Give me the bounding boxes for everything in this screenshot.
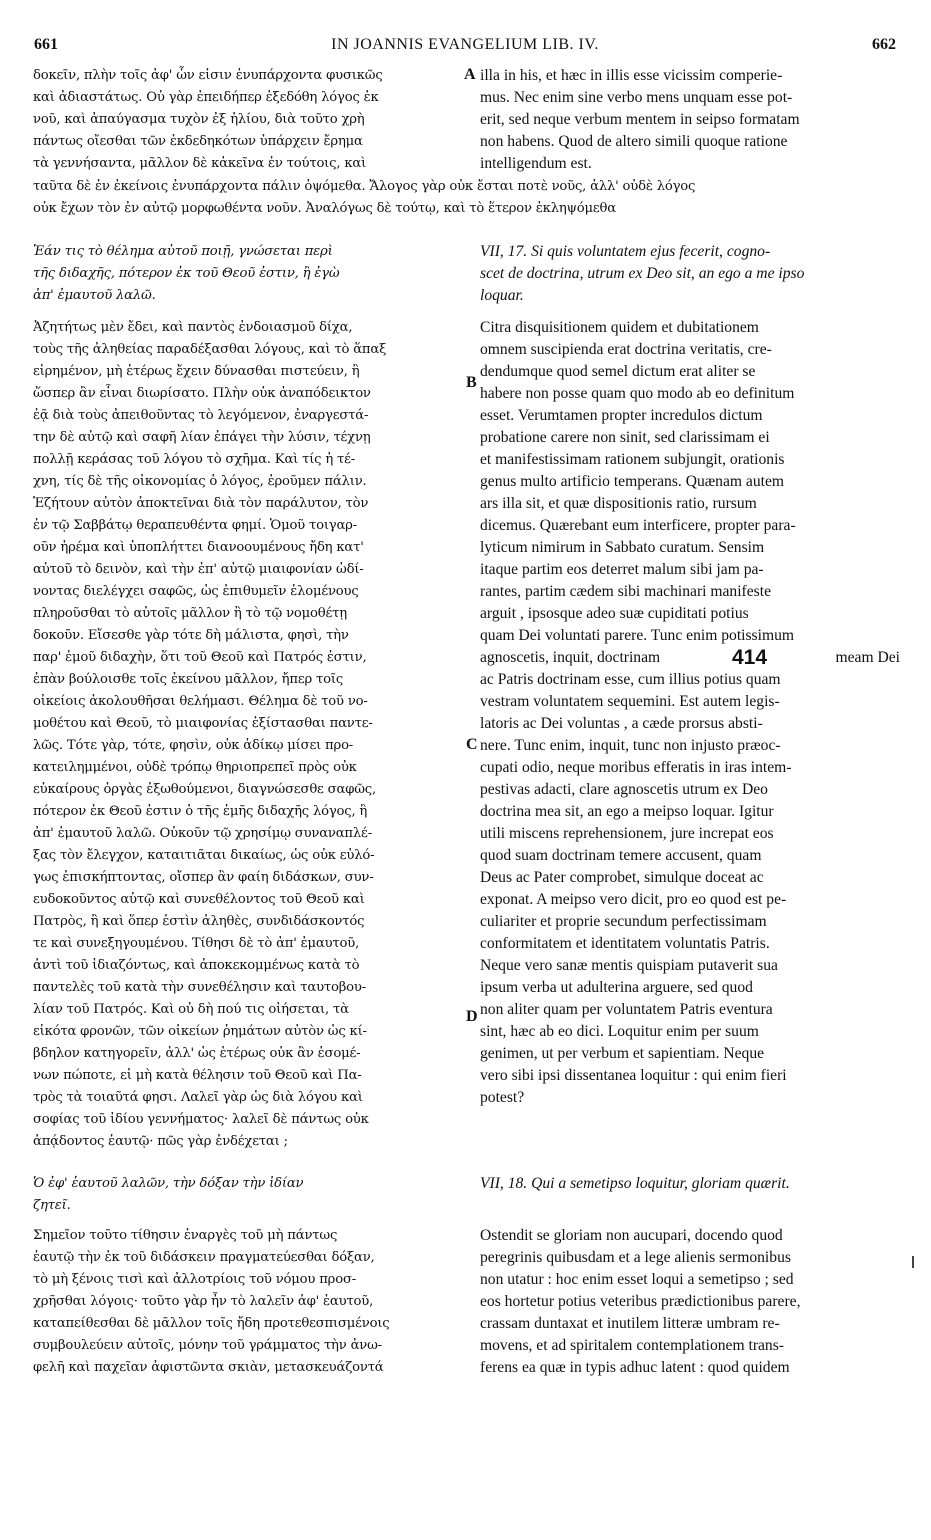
greek-line: καὶ ἀδιαστάτως. Οὐ γὰρ ἐπειδήπερ ἐξεδόθη λόγος ἐκ (33, 90, 379, 105)
latin-line: esset. Verumtamen propter incredulos dictum (480, 407, 763, 424)
greek-lemma-line: ἀπ' ἐμαυτοῦ λαλῶ. (33, 288, 156, 303)
latin-line: Deus ac Pater comprobet, simulque doceat ac (480, 869, 764, 886)
margin-marker-b: B (466, 374, 477, 391)
latin-line: Citra disquisitionem quidem et dubitationem (480, 319, 759, 336)
greek-line: χρῆσθαι λόγοις· τοῦτο γὰρ ἦν τὸ λαλεῖν ἀφ' ἑαυτοῦ, (33, 1294, 374, 1309)
greek-line: δοκοῦν. Εἴσεσθε γὰρ τότε δὴ μάλιστα, φησὶ, τὴν (33, 628, 349, 643)
latin-line: omnem suscipienda erat doctrina veritatis, cre- (480, 341, 772, 358)
latin-line: peregrinis quibusdam et a lege alienis sermonibus (480, 1249, 791, 1266)
greek-line: μοθέτου καὶ Θεοῦ, τὸ μιαιφονίας ἐξίστασθαι παντε- (33, 716, 373, 731)
greek-line: ὥσπερ ἂν εἶναι διωρίσατο. Πλὴν οὐκ ἀναπόδεικτον (33, 386, 371, 401)
greek-line: κατειλημμένοι, οὐδὲ τρόπῳ θηριοπρεπεῖ πρὸς οὐκ (33, 760, 357, 775)
margin-tick (912, 1256, 914, 1268)
latin-line: crassam duntaxat et inutilem litteræ umbram re- (480, 1315, 780, 1332)
page-number-left: 661 (34, 36, 58, 53)
margin-marker-d: D (466, 1008, 478, 1025)
greek-lemma-line: ζητεῖ. (33, 1198, 71, 1213)
latin-line: rantes, partim cædem sibi machinari manifeste (480, 583, 771, 600)
page-number-right: 662 (872, 36, 896, 53)
latin-line: Ostendit se gloriam non aucupari, docendo quod (480, 1227, 783, 1244)
latin-line: culiariter et proprie secundum perfectissimam (480, 913, 767, 930)
greek-line: γως ἐπισκήπτοντας, οἴσπερ ἂν φαίη διδάσκων, συν- (33, 870, 374, 885)
greek-line: εἰρημένον, μὴ ἑτέρως ἔχειν δύνασθαι πιστεύειν, ἢ (33, 364, 360, 379)
greek-line: ἑαυτῷ τὴν ἐκ τοῦ διδάσκειν πραγματεύεσθαι δόξαν, (33, 1250, 375, 1265)
greek-full-line: οὐκ ἔχων τὸν ἐν αὐτῷ μορφωθέντα νοῦν. Ἀναλόγως δὲ τούτῳ, καὶ τὸ ἕτερον ἐκληψόμεθα (33, 201, 616, 216)
greek-line: νοντας διελέγχει σαφῶς, ὡς ἐπιθυμεῖν ἑλομένους (33, 584, 359, 599)
greek-line: τρὸς τὰ τοιαῦτά φησι. Λαλεῖ γὰρ ὡς διὰ λόγου καὶ (33, 1090, 363, 1105)
greek-line: συμβουλεύειν αὐτοῖς, μόνην τοῦ γράμματος τὴν ἀνω- (33, 1338, 382, 1353)
latin-line: exponat. A meipso vero dicit, pro eo quod est pe- (480, 891, 787, 908)
greek-line: χνη, τίς δὲ τῆς οἰκονομίας ὁ λόγος, ἐροῦμεν πάλιν. (33, 474, 367, 489)
latin-line: quod suam doctrinam temere accusent, quam (480, 847, 762, 864)
latin-line: quam Dei voluntati parere. Tunc enim potissimum (480, 627, 795, 644)
greek-line: αὐτοῦ τὸ δεινὸν, καὶ τὴν ἐπ' αὐτῷ μιαιφονίαν ὠδί- (33, 562, 364, 577)
greek-line: πότερον ἐκ Θεοῦ ἐστιν ὁ τῆς ἐμῆς διδαχῆς λόγος, ἢ (33, 804, 368, 819)
latin-line: illa in his, et hæc in illis esse vicissim comperie- (480, 67, 783, 84)
greek-line: νοῦ, καὶ ἀπαύγασμα τυχὸν ἐξ ἡλίου, διὰ τοῦτο χρὴ (33, 112, 365, 127)
latin-line: ac Patris doctrinam esse, cum illius potius quam (480, 671, 781, 688)
latin-lemma-line: VII, 17. Si quis voluntatem ejus fecerit, cogno- (480, 243, 771, 260)
greek-line: οἰκείοις ἀκολουθῆσαι θελήμασι. Θέλημα δὲ τοῦ νο- (33, 694, 368, 709)
greek-line: βδηλον κατηγορεῖν, ἀλλ' ὡς ἑτέρως οὐκ ἂν ἐσομέ- (33, 1046, 361, 1061)
latin-line: vestram voluntatem sequemini. Est autem legis- (480, 693, 780, 710)
column-number: 414 (732, 646, 768, 669)
latin-line: et manifestissimam rationem subjungit, orationis (480, 451, 785, 468)
latin-line: ars illa sit, et quæ dispositionis ratio, rursum (480, 495, 757, 512)
greek-line: νων πώποτε, εἰ μὴ κατὰ θέλησιν τοῦ Θεοῦ καὶ Πα- (33, 1068, 362, 1083)
latin-line: intelligendum est. (480, 155, 592, 172)
latin-line: conformitatem et identitatem voluntatis Patris. (480, 935, 770, 952)
greek-line: σοφίας τοῦ ἰδίου γεννήματος· λαλεῖ δὲ πάντως οὐκ (33, 1112, 369, 1127)
greek-line: ἀπ' ἐμαυτοῦ λαλῶ. Οὐκοῦν τῷ χρησίμῳ συναναπλέ- (33, 826, 372, 841)
margin-marker-a: A (464, 66, 476, 83)
latin-line: vero sibi ipsi dissentanea loquitur : qui enim fieri (480, 1067, 787, 1084)
greek-line: ξας τὸν ἔλεγχον, καταιτιᾶται δικαίως, ὡς οὐκ εὐλό- (33, 848, 375, 863)
latin-line: itaque partim eos deterret malum sibi jam pa- (480, 561, 764, 578)
greek-line: Πατρὸς, ἢ καὶ ὅπερ ἐστὶν ἀληθὲς, συνδιδάσκοντός (33, 914, 365, 929)
latin-line: movens, et ad spiritalem contemplationem trans- (480, 1337, 784, 1354)
latin-line: habere non posse quam quo modo ab eo definitum (480, 385, 795, 402)
latin-lemma-line: VII, 18. Qui a semetipso loquitur, gloriam quærit. (480, 1175, 790, 1192)
latin-line: doctrina mea sit, an ego a meipso loquar. Igitur (480, 803, 774, 820)
greek-line: πάντως οἴεσθαι τῶν ἐκδεδηκότων ὑπάρχειν ἔρημα (33, 134, 363, 149)
greek-line: ἐν τῷ Σαββάτῳ θεραπευθέντα φημί. Ὁμοῦ τοιγαρ- (33, 518, 357, 533)
latin-lemma-line: loquar. (480, 287, 524, 304)
running-title: IN JOANNIS EVANGELIUM LIB. IV. (331, 36, 599, 53)
margin-marker-c: C (466, 736, 478, 753)
latin-line: genus multo artificio temperans. Quænam autem (480, 473, 785, 490)
latin-line: cupati odio, neque moribus efferatis in iras intem- (480, 759, 792, 776)
greek-line: τὸ μὴ ξένοις τισὶ καὶ ἀλλοτρίοις τοῦ νόμου προσ- (33, 1272, 357, 1287)
greek-line: ἐπὰν βούλοισθε τοῖς ἐκείνου μᾶλλον, ἤπερ τοῖς (33, 672, 344, 687)
greek-line: ευδοκοῦντος αὐτῷ καὶ συνεθέλοντος τοῦ Θεοῦ καὶ (33, 892, 365, 907)
greek-line: φελῆ καὶ παχεῖαν ἀφιστῶντα σκιὰν, μετασκευάζοντά (33, 1360, 384, 1375)
latin-line: Neque vero sanæ mentis quispiam putaverit sua (480, 957, 778, 974)
latin-line: arguit , ipsosque adeo suæ cupiditati potius (480, 605, 749, 622)
greek-line: Ἐζήτουν αὐτὸν ἀποκτεῖναι διὰ τὸν παράλυτον, τὸν (33, 496, 369, 511)
greek-lemma-line: Ἐάν τις τὸ θέλημα αὐτοῦ ποιῇ, γνώσεται περὶ (33, 244, 333, 259)
latin-line: non utatur : hoc enim esset loqui a semetipso ; sed (480, 1271, 794, 1288)
latin-line: nere. Tunc enim, inquit, tunc non injusto præoc- (480, 737, 781, 754)
latin-line: probatione carere non sinit, sed clarissimam ei (480, 429, 770, 446)
greek-line: παντελὲς τοῦ κατὰ τὴν συνεθέλησιν καὶ ταυτοβου- (33, 980, 366, 995)
latin-line-tail: meam Dei (835, 649, 900, 666)
greek-line: καταπείθεσθαι δὲ μᾶλλον τοῖς ἤδη προτεθεσπισμένοις (33, 1316, 390, 1331)
running-header (34, 36, 896, 58)
greek-lemma-line: τῆς διδαχῆς, πότερον ἐκ τοῦ Θεοῦ ἐστιν, ἢ ἐγὼ (33, 266, 340, 281)
greek-line: πολλῇ κεράσας τοῦ λόγου τὸ σχῆμα. Καὶ τίς ἡ τέ- (33, 452, 356, 467)
latin-line: mus. Nec enim sine verbo mens unquam esse pot- (480, 89, 793, 106)
greek-line: Ἀζητήτως μὲν ἔδει, καὶ παντὸς ἐνδοιασμοῦ δίχα, (33, 320, 353, 335)
latin-line: non aliter quam per voluntatem Patris eventura (480, 1001, 773, 1018)
latin-line: lyticum nimirum in Sabbato curatum. Sensim (480, 539, 765, 556)
latin-line: erit, sed neque verbum mentem in seipso formatam (480, 111, 800, 128)
greek-line: λῶς. Τότε γὰρ, τότε, φησὶν, οὐκ ἀδίκῳ μίσει προ- (33, 738, 354, 753)
latin-line: dicemus. Quærebant eum interficere, propter para- (480, 517, 796, 534)
greek-line: πληροῦσθαι τὸ αὐτοῖς μᾶλλον ἢ τὸ τῷ νομοθέτῃ (33, 606, 347, 621)
latin-line: latoris ac Dei voluntas , a cæde prorsus absti- (480, 715, 763, 732)
latin-line: ipsum verba ut adulterina arguere, sed quod (480, 979, 753, 996)
latin-lemma-line: scet de doctrina, utrum ex Deo sit, an ego a me ipso (480, 265, 805, 282)
latin-line: non habens. Quod de altero simili quoque ratione (480, 133, 788, 150)
greek-lemma-line: Ὁ ἐφ' ἑαυτοῦ λαλῶν, τὴν δόξαν τὴν ἰδίαν (33, 1176, 304, 1191)
greek-line: δοκεῖν, πλὴν τοῖς ἀφ' ὧν εἰσιν ἐνυπάρχοντα φυσικῶς (33, 68, 383, 83)
latin-line: eos hortetur potius veteribus prædictionibus parere, (480, 1293, 801, 1310)
greek-line: τὰ γεννήσαντα, μᾶλλον δὲ κἀκεῖνα ἐν τούτοις, καὶ (33, 156, 367, 171)
latin-line: ferens ea quæ in typis adhuc latent : quod quidem (480, 1359, 790, 1376)
latin-line: sint, hæc ab eo dici. Loquitur enim per suum (480, 1023, 759, 1040)
greek-line: ἀντὶ τοῦ ἰδιαζόντως, καὶ ἀποκεκομμένως κατὰ τὸ (33, 958, 360, 973)
latin-line: dendumque quod semel dictum erat aliter se (480, 363, 756, 380)
latin-line: agnoscetis, inquit, doctrinam (480, 649, 661, 666)
greek-line: εἰκότα φρονῶν, τῶν οἰκείων ῥημάτων αὐτὸν ὡς κί- (33, 1024, 367, 1039)
latin-line: utili miscens reprehensionem, jure increpat eos (480, 825, 774, 842)
greek-line: ἀπᾴδοντος ἑαυτῷ· πῶς γὰρ ἐνδέχεται ; (33, 1134, 288, 1149)
greek-line: παρ' ἐμοῦ διδαχὴν, ὅτι τοῦ Θεοῦ καὶ Πατρός ἐστιν, (33, 650, 367, 665)
greek-line: οῦν ἠρέμα καὶ ὑποπλήττει διανοουμένους ἤδη κατ' (33, 540, 364, 555)
greek-line: τε καὶ συνεξηγουμένου. Τίθησι δὲ τὸ ἀπ' ἐμαυτοῦ, (33, 936, 360, 951)
greek-line: ἐᾷ διὰ τοὺς ἀπειθοῦντας τὸ λεγόμενον, ἐναργεστά- (33, 408, 369, 423)
greek-line: λίαν τοῦ Πατρός. Καὶ οὐ δὴ πού τις οἰήσεται, τὰ (33, 1002, 349, 1017)
greek-line: την δὲ αὐτῷ καὶ σαφῆ λίαν ἐπάγει τὴν λύσιν, τέχνῃ (33, 430, 371, 445)
greek-line: εὐκαίρους ὀργὰς ἐξωθούμενοι, διαγνώσεσθε σαφῶς, (33, 782, 376, 797)
latin-line: genimen, ut per verbum et sapientiam. Neque (480, 1045, 765, 1062)
greek-line: τοὺς τῆς ἀληθείας παραδέξασθαι λόγους, καὶ τὸ ἅπαξ (33, 342, 387, 357)
greek-line: Σημεῖον τοῦτο τίθησιν ἐναργὲς τοῦ μὴ πάντως (33, 1228, 338, 1243)
greek-full-line: ταῦτα δὲ ἐν ἐκείνοις ἐνυπάρχοντα πάλιν ὀψόμεθα. Ἄλογος γὰρ οὐκ ἔσται ποτὲ νοῦς, ἀλλ' οὐδὲ λόγος (33, 179, 696, 194)
latin-line: potest? (480, 1089, 525, 1106)
latin-line: pestivas adacti, clare agnoscetis utrum ex Deo (480, 781, 768, 798)
